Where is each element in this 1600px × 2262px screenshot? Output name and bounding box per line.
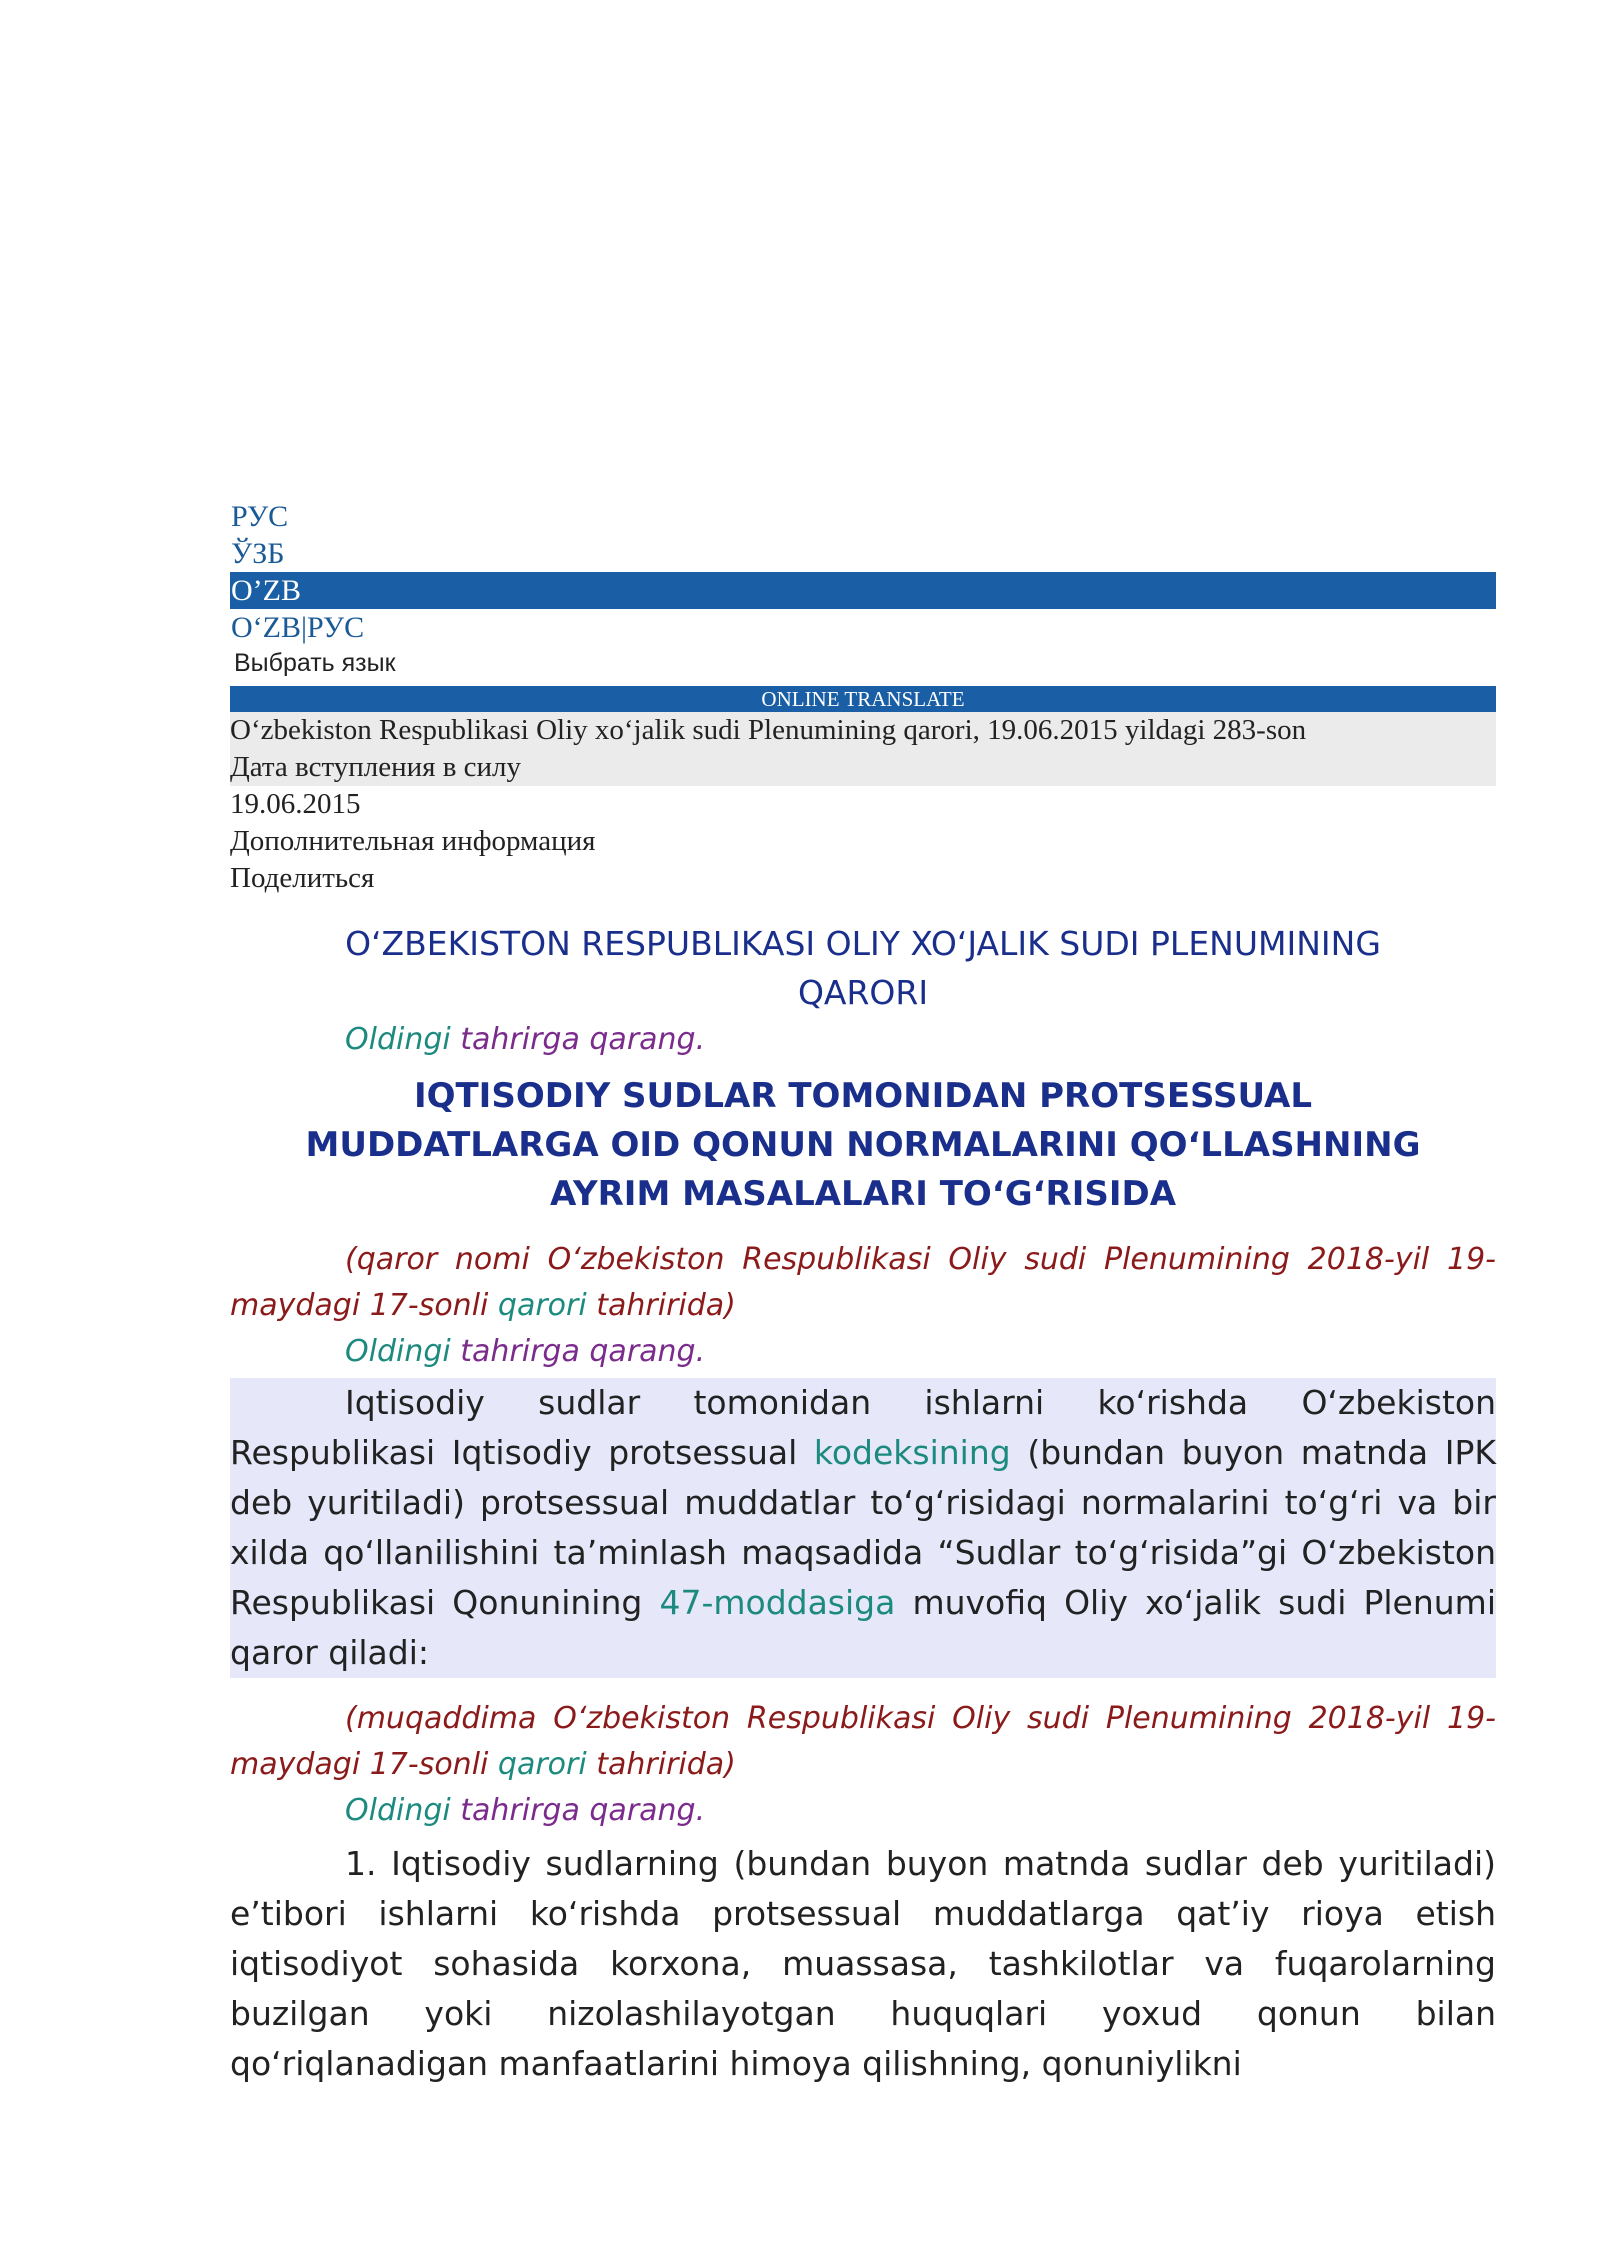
prev-edition-rest: tahrirga qarang. <box>460 1793 706 1828</box>
lang-uzb-rus-link[interactable]: O‘ZB|РУС <box>231 611 365 644</box>
lang-rus-link[interactable]: РУС <box>231 500 289 533</box>
preamble-text-2: (bundan buyon matnda IPK deb yuritiladi) protsessual muddatlar to‘g‘risidagi normalarini to‘g‘ri va bir xilda qo‘llanilishini ta’minlash maqsadida “Sudlar to‘g‘risida”gi O‘zbekiston Respublikasi Qonunining <box>230 1433 1497 1622</box>
preamble-note-link[interactable]: qarori <box>497 1747 587 1782</box>
previous-edition-link[interactable] <box>230 1329 1496 1374</box>
choose-language-label: Выбрать язык <box>234 649 396 677</box>
edition-note-tail: tahririda) <box>586 1288 736 1323</box>
effective-date-label: Дата вступления в силу <box>230 751 522 783</box>
effective-date-value: 19.06.2015 <box>230 788 361 820</box>
document-title: O‘zbekiston Respublikasi Oliy xo‘jalik sudi Plenumining qarori, 19.06.2015 yildagi 283-son <box>230 714 1307 746</box>
language-switcher <box>230 498 1496 646</box>
lang-uzb-latin-link[interactable]: O’ZB <box>230 572 1496 609</box>
additional-info-link[interactable]: Дополнительная информация <box>230 825 596 857</box>
code-link[interactable]: kodeksining <box>813 1433 1011 1472</box>
prev-edition-rest: tahrirga qarang. <box>460 1022 706 1057</box>
edition-note-link[interactable]: qarori <box>497 1288 587 1323</box>
edition-note-text: (qaror nomi O‘zbekiston Respublikasi Oliy sudi Plenumining 2018-yil 19-maydagi 17-sonli <box>230 1242 1496 1323</box>
article-47-link[interactable]: 47-moddasiga <box>659 1583 896 1622</box>
lang-uzb-cyrillic-link[interactable]: ЎЗБ <box>231 537 285 570</box>
decree-heading: O‘ZBEKISTON RESPUBLIKASI OLIY XO‘JALIK SUDI PLENUMINING QARORI <box>345 924 1381 1012</box>
prev-edition-word: Oldingi <box>345 1022 451 1057</box>
prev-edition-word: Oldingi <box>345 1793 451 1828</box>
document-meta-box <box>230 712 1496 786</box>
previous-edition-link[interactable] <box>230 1017 1496 1062</box>
preamble-paragraph <box>230 1378 1496 1678</box>
preamble-text-1: Iqtisodiy sudlar tomonidan ishlarni ko‘rishda O‘zbekiston Respublikasi Iqtisodiy protsessual <box>230 1383 1496 1472</box>
prev-edition-word: Oldingi <box>345 1334 451 1369</box>
preamble-note-tail: tahririda) <box>586 1747 736 1782</box>
preamble-edition-note <box>230 1696 1496 1788</box>
document-content <box>230 498 1496 2089</box>
share-link[interactable]: Поделиться <box>230 862 375 894</box>
prev-edition-rest: tahrirga qarang. <box>460 1334 706 1369</box>
edition-note <box>230 1237 1496 1329</box>
preamble-note-text: (muqaddima O‘zbekiston Respublikasi Oliy sudi Plenumining 2018-yil 19-maydagi 17-sonli <box>230 1701 1496 1782</box>
item-1-paragraph: 1. Iqtisodiy sudlarning (bundan buyon matnda sudlar deb yuritiladi) e’tibori ishlarni ko‘rishda protsessual muddatlarga qat’iy rioya etish iqtisodiyot sohasida korxona, muassasa, tashkilotlar va fuqarolarning buzilgan yoki nizolashilayotgan huquqlari yoxud qonun bilan qo‘riqlanadigan manfaatlarini himoya qilishning, qonuniylikni <box>230 1844 1496 2083</box>
online-translate-button[interactable]: ONLINE TRANSLATE <box>230 686 1496 712</box>
decree-subject-heading: IQTISODIY SUDLAR TOMONIDAN PROTSESSUAL MUDDATLARGA OID QONUN NORMALARINI QO‘LLASHNING AYRIM MASALALARI TO‘G‘RISIDA <box>305 1076 1421 1214</box>
preamble-text-3: muvofiq Oliy xo‘jalik sudi Plenumi qaror qiladi: <box>230 1583 1496 1672</box>
previous-edition-link[interactable] <box>230 1788 1496 1833</box>
